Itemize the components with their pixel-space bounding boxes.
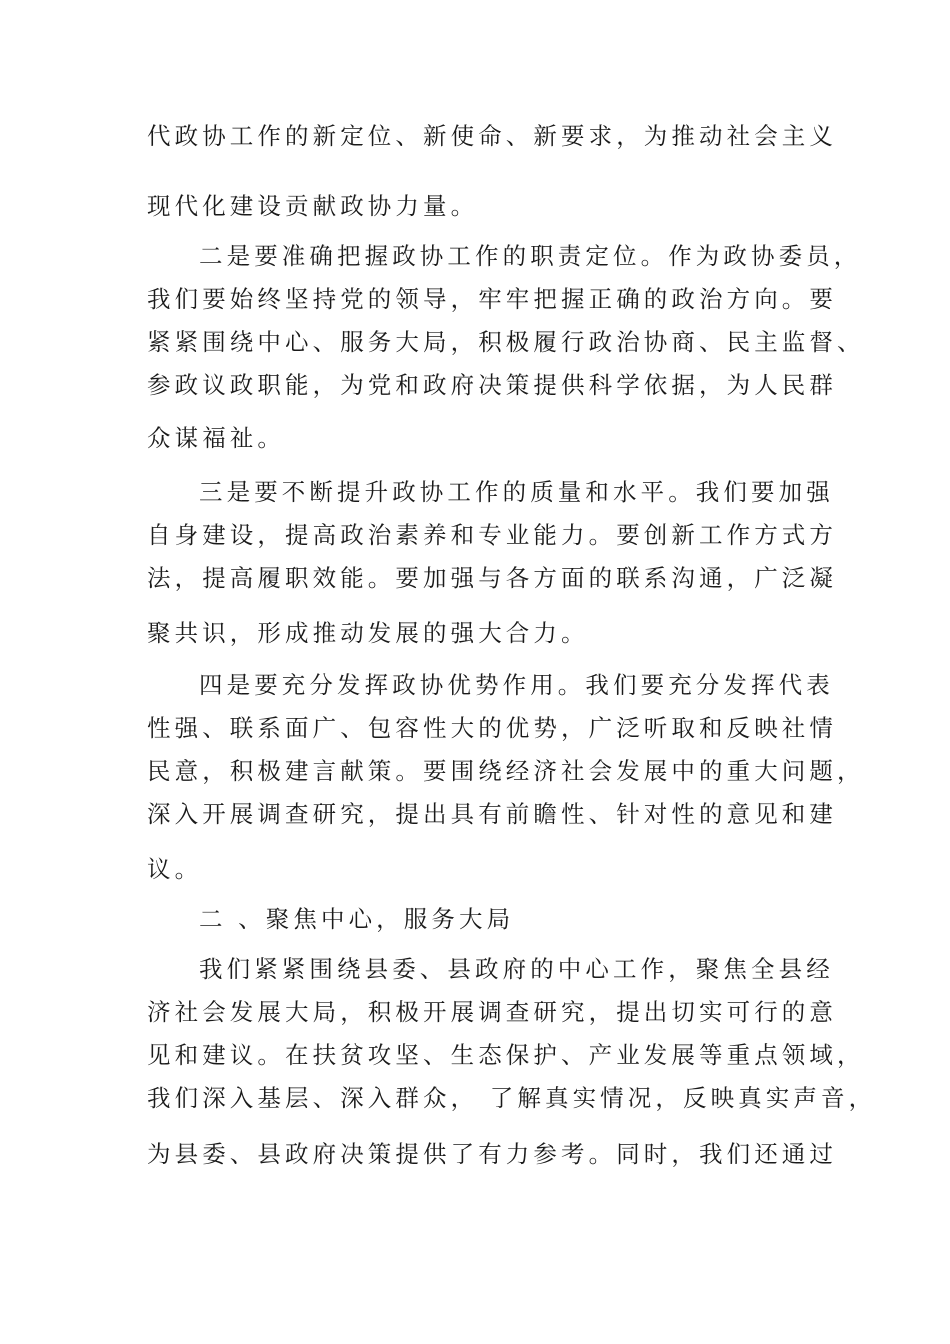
- text-line: 自身建设，提高政治素养和专业能力。要创新工作方式方: [147, 521, 837, 549]
- text-line: 众谋福祉。: [147, 424, 285, 452]
- text-line: 现代化建设贡献政协力量。: [147, 192, 479, 220]
- text-line: 性强、联系面广、包容性大的优势，广泛听取和反映社情: [147, 714, 837, 742]
- text-line: 法，提高履职效能。要加强与各方面的联系沟通，广泛凝: [147, 564, 837, 592]
- text-line: 见和建议。在扶贫攻坚、生态保护、产业发展等重点领域，: [147, 1041, 865, 1069]
- text-line: 民意，积极建言献策。要围绕经济社会发展中的重大问题，: [147, 757, 865, 785]
- paragraph-start-line: 三是要不断提升政协工作的质量和水平。我们要加强: [199, 478, 834, 506]
- text-line: 代政协工作的新定位、新使命、新要求，为推动社会主义: [147, 122, 837, 150]
- text-line: 议。: [147, 855, 203, 883]
- paragraph-start-line: 四是要充分发挥政协优势作用。我们要充分发挥代表: [199, 671, 834, 699]
- text-line: 紧紧围绕中心、服务大局，积极履行政治协商、民主监督、: [147, 328, 865, 356]
- text-line: 参政议政职能，为党和政府决策提供科学依据，为人民群: [147, 371, 837, 399]
- text-line: 深入开展调查研究，提出具有前瞻性、针对性的意见和建: [147, 800, 837, 828]
- text-line: 我们要始终坚持党的领导，牢牢把握正确的政治方向。要: [147, 285, 837, 313]
- text-line: 济社会发展大局，积极开展调查研究，提出切实可行的意: [147, 998, 837, 1026]
- text-line: 我们深入基层、深入群众， 了解真实情况，反映真实声音，: [147, 1084, 877, 1112]
- text-line: 聚共识，形成推动发展的强大合力。: [147, 619, 589, 647]
- paragraph-start-line: 我们紧紧围绕县委、县政府的中心工作，聚焦全县经: [199, 955, 834, 983]
- section-heading: 二 、聚焦中心，服务大局: [199, 905, 515, 933]
- text-line: 为县委、县政府决策提供了有力参考。同时，我们还通过: [147, 1140, 837, 1168]
- paragraph-start-line: 二是要准确把握政协工作的职责定位。作为政协委员，: [199, 242, 862, 270]
